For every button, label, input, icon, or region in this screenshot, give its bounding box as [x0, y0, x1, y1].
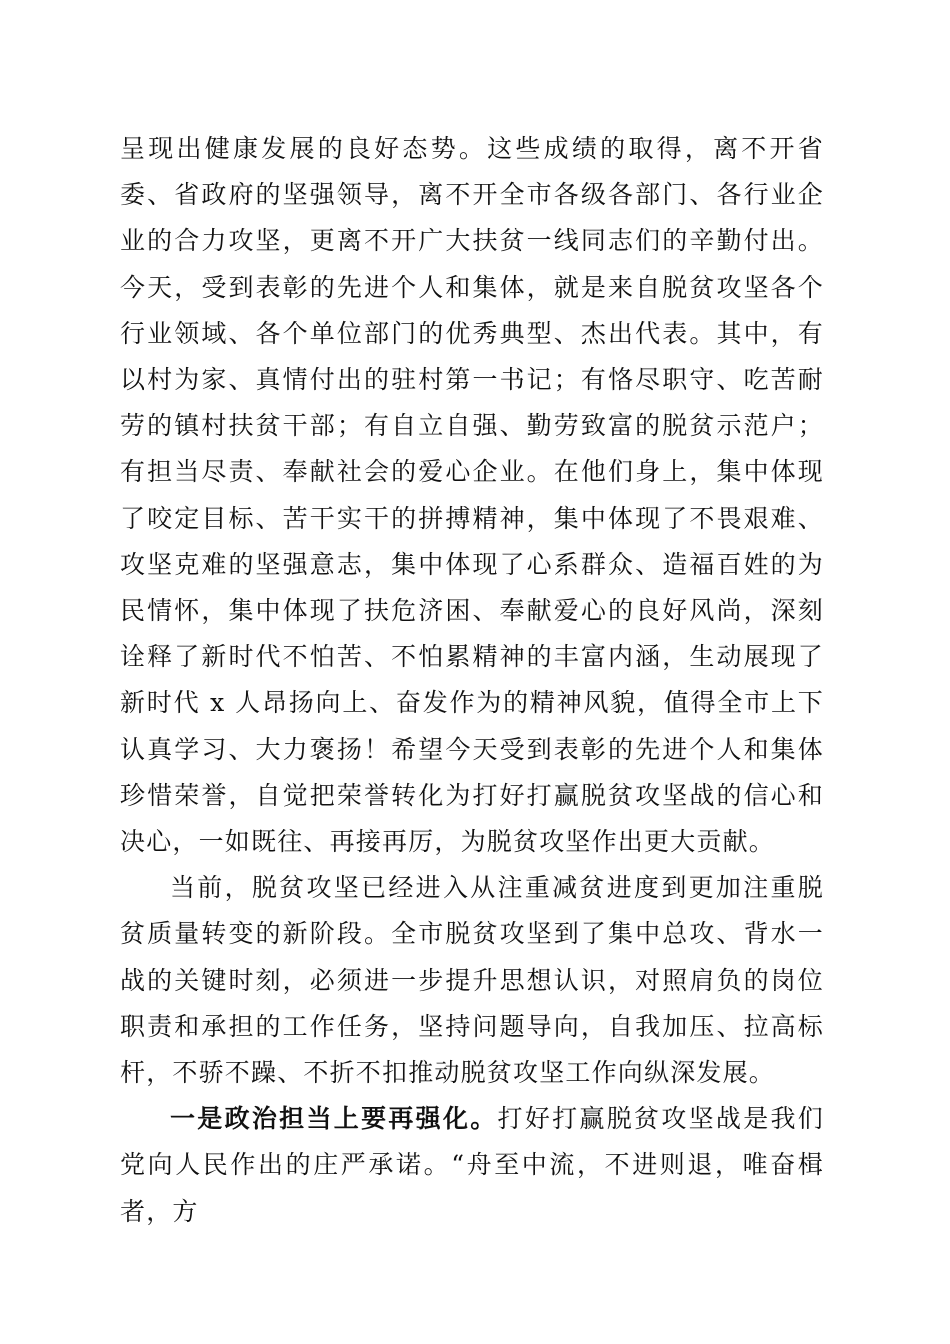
paragraph-political-responsibility — [120, 1096, 824, 1235]
paragraph-continuation — [120, 126, 824, 865]
paragraph-lead-heading: 一是政治担当上要再强化。 — [170, 1104, 498, 1134]
paragraph-current-stage — [120, 865, 824, 1096]
paragraph-text: 打好打赢脱贫攻坚战是我们党向人民作出的庄严承诺。“舟至中流，不进则退，唯奋楫者，方 — [120, 1104, 824, 1226]
document-body — [120, 126, 824, 1235]
paragraph-text: 呈现出健康发展的良好态势。这些成绩的取得，离不开省委、省政府的坚强领导，离不开全市各级各部门、各行业企业的合力攻坚，更离不开广大扶贫一线同志们的辛勤付出。今天，受到表彰的先进个人和集体，就是来自脱贫攻坚各个行业领域、各个单位部门的优秀典型、杰出代表。其中，有以村为家、真情付出的驻村第一书记；有恪尽职守、吃苦耐劳的镇村扶贫干部；有自立自强、勤劳致富的脱贫示范户；有担当尽责、奉献社会的爱心企业。在他们身上，集中体现了咬定目标、苦干实干的拼搏精神，集中体现了不畏艰难、攻坚克难的坚强意志，集中体现了心系群众、造福百姓的为民情怀，集中体现了扶危济困、奉献爱心的良好风尚，深刻诠释了新时代不怕苦、不怕累精神的丰富内涵，生动展现了新时代 x 人昂扬向上、奋发作为的精神风貌，值得全市上下认真学习、大力褒扬！希望今天受到表彰的先进个人和集体珍惜荣誉，自觉把荣誉转化为打好打赢脱贫攻坚战的信心和决心，一如既往、再接再厉，为脱贫攻坚作出更大贡献。 — [120, 134, 824, 857]
paragraph-text: 当前，脱贫攻坚已经进入从注重减贫进度到更加注重脱贫质量转变的新阶段。全市脱贫攻坚到了集中总攻、背水一战的关键时刻，必须进一步提升思想认识，对照肩负的岗位职责和承担的工作任务，坚持问题导向，自我加压、拉高标杆，不骄不躁、不折不扣推动脱贫攻坚工作向纵深发展。 — [120, 873, 824, 1088]
